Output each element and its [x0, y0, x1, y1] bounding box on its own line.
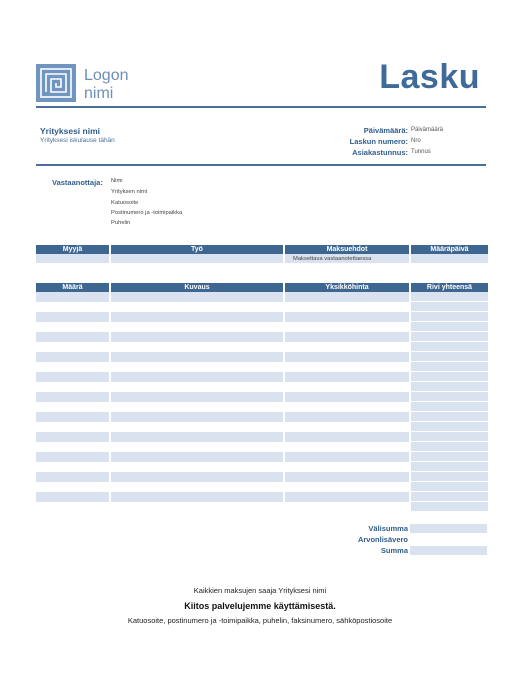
unit-price-cell[interactable]	[283, 492, 409, 502]
seller-cell[interactable]	[36, 254, 109, 263]
invoice-number-value: Nro	[411, 138, 421, 144]
unit-price-cell[interactable]	[283, 432, 409, 442]
description-cell[interactable]	[109, 412, 283, 422]
job-cell[interactable]	[109, 254, 283, 263]
description-cell[interactable]	[109, 302, 283, 312]
quantity-cell[interactable]	[36, 482, 109, 492]
unit-price-cell[interactable]	[283, 332, 409, 342]
unit-price-cell[interactable]	[283, 292, 409, 302]
table-row	[36, 292, 488, 302]
table-row	[36, 472, 488, 482]
table-row	[36, 412, 488, 422]
unit-price-cell[interactable]	[283, 402, 409, 412]
subtotal-box-top	[410, 514, 487, 523]
line-total-cell[interactable]	[409, 302, 488, 312]
payable-to: Kaikkien maksujen saaja Yrityksesi nimi	[193, 586, 327, 595]
description-cell[interactable]	[109, 472, 283, 482]
recipient-name: Nimi	[111, 178, 123, 184]
unit-price-cell[interactable]	[283, 472, 409, 482]
table-row	[36, 442, 488, 452]
unit-price-cell[interactable]	[283, 342, 409, 352]
unit-price-cell[interactable]	[283, 452, 409, 462]
unit-price-cell[interactable]	[283, 382, 409, 392]
vat-value[interactable]	[410, 535, 487, 544]
table-row	[36, 332, 488, 342]
logo	[36, 64, 76, 102]
table-row	[36, 452, 488, 462]
description-cell[interactable]	[109, 332, 283, 342]
header-quantity: Määrä	[36, 283, 109, 292]
table-row	[36, 492, 488, 502]
header-divider	[36, 106, 486, 108]
line-total-cell[interactable]	[409, 422, 488, 432]
line-total-cell[interactable]	[409, 352, 488, 362]
line-total-cell[interactable]	[409, 502, 488, 512]
total-label: Summa	[380, 546, 408, 555]
table-row	[36, 342, 488, 352]
unit-price-cell[interactable]	[283, 442, 409, 452]
section-divider	[36, 164, 486, 166]
unit-price-cell[interactable]	[283, 352, 409, 362]
line-total-cell[interactable]	[409, 372, 488, 382]
company-slogan: Yrityksesi iskulause tähän	[40, 137, 115, 144]
description-cell[interactable]	[109, 462, 283, 472]
description-cell[interactable]	[109, 422, 283, 432]
description-cell[interactable]	[109, 322, 283, 332]
quantity-cell[interactable]	[36, 322, 109, 332]
quantity-cell[interactable]	[36, 302, 109, 312]
header-job: Työ	[109, 245, 283, 254]
quantity-cell[interactable]	[36, 312, 109, 322]
item-rows	[36, 292, 488, 512]
unit-price-cell[interactable]	[283, 502, 409, 512]
quantity-cell[interactable]	[36, 372, 109, 382]
quantity-cell[interactable]	[36, 332, 109, 342]
unit-price-cell[interactable]	[283, 322, 409, 332]
payment-terms-cell[interactable]	[283, 254, 409, 263]
table-row	[36, 352, 488, 362]
date-label: Päivämäärä:	[363, 126, 408, 135]
table-row	[36, 502, 488, 512]
description-cell[interactable]	[109, 452, 283, 462]
line-total-cell[interactable]	[409, 482, 488, 492]
unit-price-cell[interactable]	[283, 422, 409, 432]
description-cell[interactable]	[109, 442, 283, 452]
description-cell[interactable]	[109, 492, 283, 502]
description-cell[interactable]	[109, 402, 283, 412]
table-row	[36, 302, 488, 312]
recipient-label: Vastaanottaja:	[52, 178, 103, 187]
footer-address: Katuosoite, postinumero ja -toimipaikka, puhelin, faksinumero, sähköpostiosoite	[127, 616, 393, 625]
table-row	[36, 402, 488, 412]
quantity-cell[interactable]	[36, 442, 109, 452]
recipient-postal: Postinumero ja -toimipaikka	[111, 210, 183, 216]
line-total-cell[interactable]	[409, 462, 488, 472]
quantity-cell[interactable]	[36, 402, 109, 412]
line-total-cell[interactable]	[409, 312, 488, 322]
table-row	[36, 372, 488, 382]
logo-line2: nimi	[84, 85, 114, 102]
line-total-cell[interactable]	[409, 442, 488, 452]
table-row	[36, 382, 488, 392]
header-due-date: Määräpäivä	[409, 245, 488, 254]
header-payment-terms: Maksuehdot	[283, 245, 409, 254]
payment-terms-value: Maksettava vastaanotettaessa	[293, 255, 372, 262]
quantity-cell[interactable]	[36, 392, 109, 402]
logo-line1: Logon	[84, 67, 129, 84]
description-cell[interactable]	[109, 392, 283, 402]
quantity-cell[interactable]	[36, 452, 109, 462]
subtotal-value[interactable]	[410, 524, 487, 533]
customer-id-label: Asiakastunnus:	[352, 148, 408, 157]
table-row	[36, 322, 488, 332]
line-total-cell[interactable]	[409, 412, 488, 422]
line-total-cell[interactable]	[409, 332, 488, 342]
line-total-cell[interactable]	[409, 362, 488, 372]
items-table	[36, 283, 488, 512]
quantity-cell[interactable]	[36, 502, 109, 512]
table-row	[36, 482, 488, 492]
maze-logo-icon	[36, 64, 76, 102]
vat-label: Arvonlisävero	[357, 535, 408, 544]
terms-table	[36, 245, 488, 263]
description-cell[interactable]	[109, 432, 283, 442]
quantity-cell[interactable]	[36, 352, 109, 362]
description-cell[interactable]	[109, 372, 283, 382]
unit-price-cell[interactable]	[283, 462, 409, 472]
header-seller: Myyjä	[36, 245, 109, 254]
line-total-cell[interactable]	[409, 452, 488, 462]
description-cell[interactable]	[109, 352, 283, 362]
quantity-cell[interactable]	[36, 342, 109, 352]
unit-price-cell[interactable]	[283, 392, 409, 402]
description-cell[interactable]	[109, 382, 283, 392]
quantity-cell[interactable]	[36, 422, 109, 432]
quantity-cell[interactable]	[36, 292, 109, 302]
due-date-cell[interactable]	[409, 254, 488, 263]
description-cell[interactable]	[109, 342, 283, 352]
description-cell[interactable]	[109, 362, 283, 372]
thank-you: Kiitos palvelujemme käyttämisestä.	[184, 601, 336, 611]
line-total-cell[interactable]	[409, 492, 488, 502]
unit-price-cell[interactable]	[283, 372, 409, 382]
header-line-total: Rivi yhteensä	[409, 283, 488, 292]
quantity-cell[interactable]	[36, 462, 109, 472]
logo-text	[84, 67, 129, 103]
line-total-cell[interactable]	[409, 342, 488, 352]
customer-id-value: Tunnus	[411, 149, 431, 155]
quantity-cell[interactable]	[36, 362, 109, 372]
line-total-cell[interactable]	[409, 292, 488, 302]
recipient-phone: Puhelin	[111, 220, 131, 226]
unit-price-cell[interactable]	[283, 362, 409, 372]
total-value[interactable]	[410, 546, 487, 555]
date-value: Päivämäärä	[411, 127, 444, 133]
header-unit-price: Yksikköhinta	[283, 283, 409, 292]
header-description: Kuvaus	[109, 283, 283, 292]
description-cell[interactable]	[109, 482, 283, 492]
unit-price-cell[interactable]	[283, 412, 409, 422]
subtotal-label: Välisumma	[368, 524, 408, 533]
table-row	[36, 432, 488, 442]
line-total-cell[interactable]	[409, 392, 488, 402]
quantity-cell[interactable]	[36, 412, 109, 422]
quantity-cell[interactable]	[36, 492, 109, 502]
description-cell[interactable]	[109, 292, 283, 302]
invoice-number-label: Laskun numero:	[349, 137, 408, 146]
table-row	[36, 362, 488, 372]
unit-price-cell[interactable]	[283, 302, 409, 312]
table-row	[36, 312, 488, 322]
quantity-cell[interactable]	[36, 432, 109, 442]
description-cell[interactable]	[109, 312, 283, 322]
table-row	[36, 392, 488, 402]
table-row	[36, 462, 488, 472]
invoice-title: Lasku	[379, 58, 480, 96]
line-total-cell[interactable]	[409, 322, 488, 332]
line-total-cell[interactable]	[409, 472, 488, 482]
description-cell[interactable]	[109, 502, 283, 512]
line-total-cell[interactable]	[409, 382, 488, 392]
quantity-cell[interactable]	[36, 472, 109, 482]
recipient-company: Yrityksen nimi	[111, 189, 148, 195]
company-name: Yrityksesi nimi	[40, 126, 101, 136]
recipient-street: Katuosoite	[111, 200, 139, 206]
quantity-cell[interactable]	[36, 382, 109, 392]
unit-price-cell[interactable]	[283, 482, 409, 492]
unit-price-cell[interactable]	[283, 312, 409, 322]
line-total-cell[interactable]	[409, 402, 488, 412]
line-total-cell[interactable]	[409, 432, 488, 442]
table-row	[36, 422, 488, 432]
